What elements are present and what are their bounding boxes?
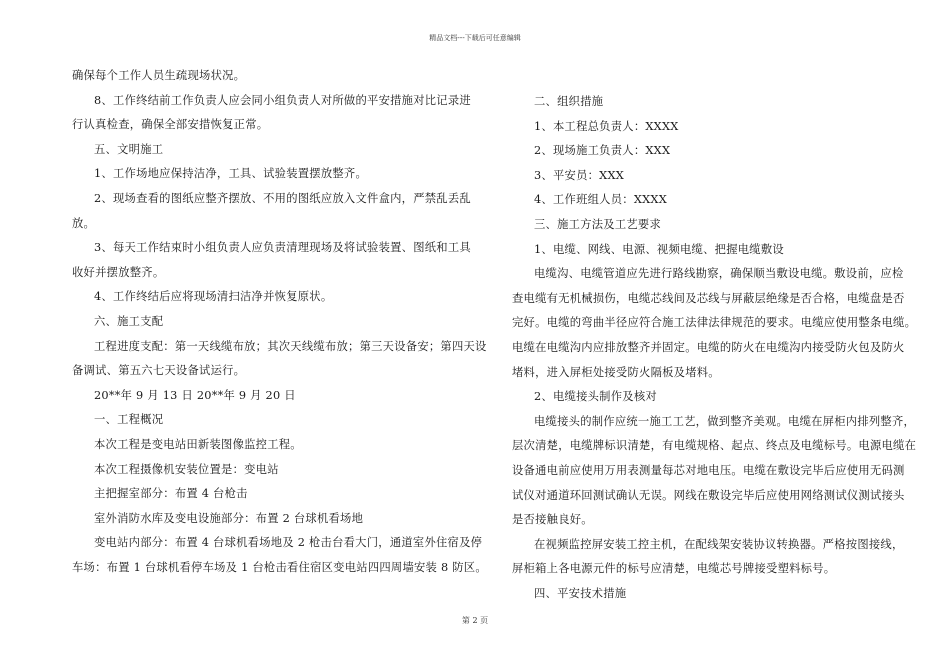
text-line: 收好并摆放整齐。 [72,265,165,279]
text-line: 4、工作终结后应将现场清扫洁净并恢复原状。 [94,290,333,304]
text-line: 一、工程概况 [94,413,164,427]
text-line: 主把握室部分：布置 4 台枪击 [94,487,248,501]
text-line: 六、施工支配 [94,314,164,328]
text-line: 电缆接头的制作应统一施工工艺，做到整齐美观。电缆在屏柜内排列整齐， [534,414,916,428]
text-line: 完好。电缆的弯曲半径应符合施工法律法律规范的要求。电缆应使用整条电缆。 [512,316,917,330]
text-line: 本次工程摄像机安装位置是：变电站 [94,462,279,476]
text-line: 备调试、第五六七天设备试运行。 [72,364,246,378]
text-line: 确保每个工作人员生疏现场状况。 [72,69,246,82]
text-line: 3、平安员：XXX [534,168,625,182]
text-line: 工程进度支配：第一天线缆布放；其次天线缆布放；第三天设备安；第四天设 [94,339,487,353]
text-line: 4、工作班组人员：XXXX [534,193,667,207]
text-line: 查电缆有无机械损伤，电缆芯线间及芯线与屏蔽层绝缘是否合格，电缆盘是否 [512,291,905,305]
text-line: 二、组织措施 [534,95,604,108]
text-line: 20**年 9 月 13 日 20**年 9 月 20 日 [94,388,296,402]
right-column [512,90,917,606]
text-line: 堵料，进入屏柜处接受防火隔板及堵料。 [512,365,720,379]
text-line: 电缆在电缆沟内应排放整齐并固定。电缆的防火在电缆沟内接受防火包及防火 [512,340,905,354]
left-column [72,64,487,580]
text-line: 车场：布置 1 台球机看停车场及 1 台枪击看住宿区变电站四四周墙安装 8 防区。 [72,560,487,574]
text-line: 在视频监控屏安装工控主机，在配线架安装协议转换器。严格按图接线， [534,537,904,551]
text-line: 2、现场查看的图纸应整齐摆放、不用的图纸应放入文件盒内，严禁乱丢乱 [94,191,471,205]
text-line: 放。 [72,216,96,230]
text-line: 电缆沟、电缆管道应先进行路线勘察，确保顺当敷设电缆。敷设前，应检 [534,267,904,281]
text-line: 变电站内部分：布置 4 台球机看场地及 2 枪击台看大门，通道室外住宿及停 [94,536,483,550]
text-line: 是否接触良好。 [512,513,593,527]
text-line: 三、施工方法及工艺要求 [534,217,662,231]
text-line: 四、平安技术措施 [534,586,627,600]
text-line: 行认真检查，确保全部安措恢复正常。 [72,118,269,132]
text-line: 屏柜箱上各电源元件的标号应清楚，电缆芯号牌接受塑料标号。 [512,562,836,576]
text-line: 3、每天工作结束时小组负责人应负责清理现场及将试验装置、图纸和工具 [94,241,471,255]
text-line: 1、本工程总负责人：XXXX [534,119,679,133]
text-line: 本次工程是变电站田新装图像监控工程。 [94,437,302,451]
text-line: 室外消防水库及变电设施部分：布置 2 台球机看场地 [94,511,364,525]
page-header: 精品文档---下载后可任意编辑 [429,34,521,42]
text-line: 8、工作终结前工作负责人应会同小组负责人对所做的平安措施对比记录进 [94,93,471,107]
page-number: 第 2 页 [461,616,489,625]
text-line: 设备通电前应使用万用表测量每芯对地电压。电缆在敷设完毕后应使用无码测 [512,463,905,477]
text-line: 2、电缆接头制作及核对 [534,390,657,404]
text-line: 1、电缆、网线、电源、视频电缆、把握电缆敷设 [534,242,784,256]
text-line: 2、现场施工负责人：XXX [534,144,671,158]
text-line: 层次清楚，电缆牌标识清楚，有电缆规格、起点、终点及电缆标号。电源电缆在 [512,439,917,453]
text-line: 试仪对通道环回测试确认无误。网线在敷设完毕后应使用网络测试仪测试接头 [512,488,905,502]
text-line: 五、文明施工 [94,142,164,156]
text-line: 1、工作场地应保持洁净，工具、试验装置摆放整齐。 [94,167,368,181]
